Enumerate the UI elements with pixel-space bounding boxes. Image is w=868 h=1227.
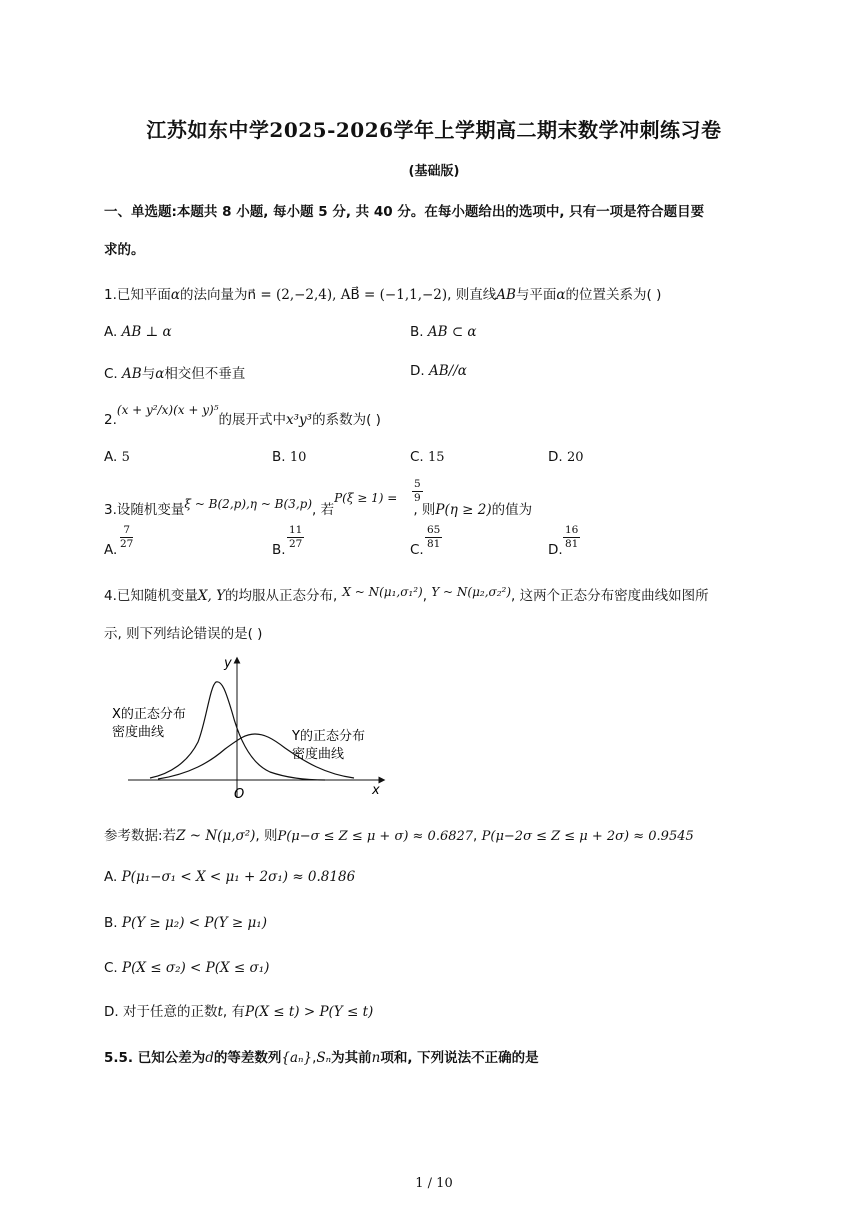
page-number: 1 / 10 xyxy=(415,1176,453,1191)
question-3-stem: 3.设随机变量$^{\xi \sim B(2,p),\eta \sim B(3,p)}$, 若$^{P(\xi \ge 1) =}$, 则P(η ≥ 2)的值为 xyxy=(104,491,533,518)
question-2-option-a: A. 5 xyxy=(104,449,130,465)
question-3-option-d-label: D. xyxy=(548,542,563,558)
y-curve-label-line1: Y的正态分布 xyxy=(292,729,365,744)
x-curve-label-line2: 密度曲线 xyxy=(112,725,165,740)
origin-label: O xyxy=(234,787,245,802)
question-4-option-d: D. 对于任意的正数t, 有P(X ≤ t) > P(Y ≤ t) xyxy=(104,1004,374,1020)
question-4-option-b: B. P(Y ≥ μ₂) < P(Y ≥ μ₁) xyxy=(104,915,267,931)
page-title: 江苏如东中学2025-2026学年上学期高二期末数学冲刺练习卷 xyxy=(146,118,722,142)
question-2-option-d: D. 20 xyxy=(548,449,584,465)
question-3-option-c-label: C. xyxy=(410,542,424,558)
question-3-option-b-fraction: $\frac{11}{27}$ xyxy=(289,524,303,550)
question-1-option-b: B. AB ⊂ α xyxy=(410,324,477,340)
question-2-option-b: B. 10 xyxy=(272,449,307,465)
x-axis-label: x xyxy=(372,783,380,798)
question-4-stem-line1: 4.已知随机变量X, Y的均服从正态分布, $^{X \sim N(\mu_1,\sigma_1^2)}$, $^{Y \sim N(\mu_2,\sigma_2^2)}$, 这两个正态分布密度曲线如图所 xyxy=(104,585,709,604)
section-heading-line2: 求的。 xyxy=(104,242,145,258)
x-curve-label-line1: X的正态分布 xyxy=(112,707,186,722)
question-3-option-b-label: B. xyxy=(272,542,286,558)
question-4-option-a: A. P(μ₁−σ₁ < X < μ₁ + 2σ₁) ≈ 0.8186 xyxy=(104,869,356,885)
y-axis-label: y xyxy=(224,656,232,671)
question-3-option-a-label: A. xyxy=(104,542,118,558)
question-2-stem: 2.$^{(x + y^2/x)(x + y)^5}$的展开式中x³y³的系数为( ) xyxy=(104,403,381,428)
normal-distribution-figure xyxy=(100,650,400,805)
question-1-option-d: D. AB//α xyxy=(410,363,467,379)
y-curve-label-line2: 密度曲线 xyxy=(292,747,345,762)
question-1-stem: 1.已知平面α的法向量为n⃗ = (2,−2,4), AB⃗ = (−1,1,−2), 则直线AB与平面α的位置关系为( ) xyxy=(104,287,662,303)
question-4-stem-line2: 示, 则下列结论错误的是( ) xyxy=(104,626,263,642)
question-1-option-a: A. AB ⊥ α xyxy=(104,324,172,340)
question-5-stem: 5.5. 已知公差为d的等差数列{aₙ},Sₙ为其前n项和, 下列说法不正确的是 xyxy=(104,1050,539,1066)
question-3-option-a-fraction: $\frac{7}{27}$ xyxy=(120,524,134,550)
question-3-option-d-fraction: $\frac{16}{81}$ xyxy=(565,524,579,550)
question-3-option-c-fraction: $\frac{65}{81}$ xyxy=(427,524,441,550)
question-4-reference-data: 参考数据:若Z ~ N(μ,σ²), 则P(μ−σ ≤ Z ≤ μ + σ) ≈ 0.6827, P(μ−2σ ≤ Z ≤ μ + 2σ) ≈ 0.9545 xyxy=(104,828,694,844)
question-4-option-c: C. P(X ≤ σ₂) < P(X ≤ σ₁) xyxy=(104,960,270,976)
question-3-condition-fraction: $\frac{5}{9}$ xyxy=(414,478,421,504)
page-subtitle: (基础版) xyxy=(408,164,460,179)
question-2-option-c: C. 15 xyxy=(410,449,445,465)
section-heading-line1: 一、单选题:本题共 8 小题, 每小题 5 分, 共 40 分。在每小题给出的选项中, 只有一项是符合题目要 xyxy=(104,204,705,220)
question-1-option-c: C. AB与α相交但不垂直 xyxy=(104,366,246,382)
